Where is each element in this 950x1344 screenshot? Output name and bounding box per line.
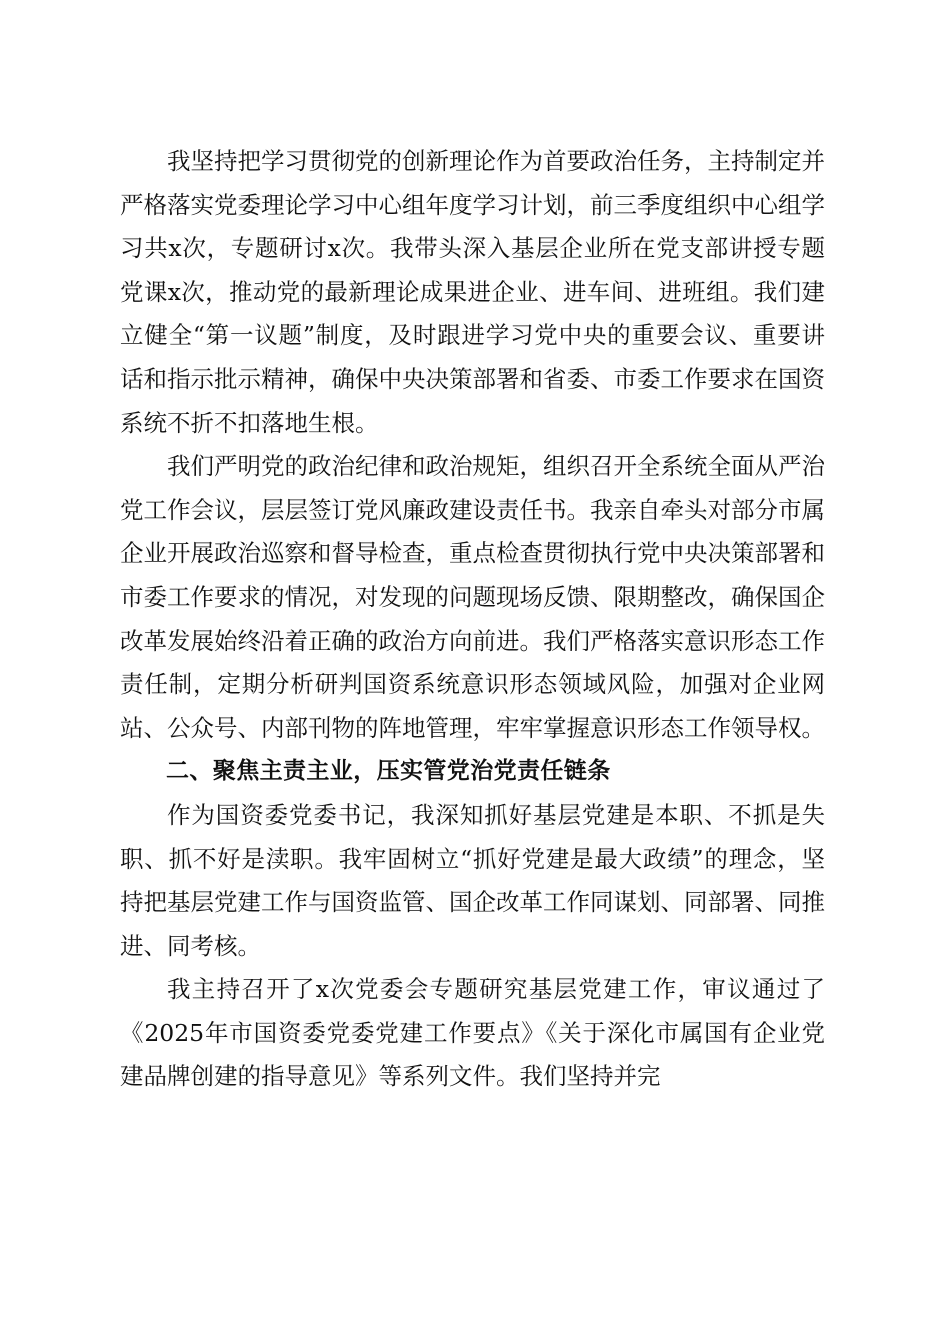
document-body	[120, 140, 825, 1099]
section-heading: 二、聚焦主责主业，压实管党治党责任链条	[166, 758, 611, 785]
paragraph-party-committee-meetings: 我主持召开了x次党委会专题研究基层党建工作，审议通过了《2025年市国资委党委党建工作要点》《关于深化市属国有企业党建品牌创建的指导意见》等系列文件。我们坚持并完	[120, 975, 825, 1091]
paragraph-political-discipline: 我们严明党的政治纪律和政治规矩，组织召开全系统全面从严治党工作会议，层层签订党风廉政建设责任书。我亲自牵头对部分市属企业开展政治巡察和督导检查，重点检查贯彻执行党中央决策部署和市委工作要求的情况，对发现的问题现场反馈、限期整改，确保国企改革发展始终沿着正确的政治方向前进。我们严格落实意识形态工作责任制，定期分析研判国资系统意识形态领域风险，加强对企业网站、公众号、内部刊物的阵地管理，牢牢掌握意识形态工作领导权。	[120, 452, 825, 742]
paragraph-party-building-duty: 作为国资委党委书记，我深知抓好基层党建是本职、不抓是失职、抓不好是渎职。我牢固树立“抓好党建是最大政绩”的理念，坚持把基层党建工作与国资监管、国企改革工作同谋划、同部署、同推进、同考核。	[120, 800, 825, 960]
paragraph-theory-study: 我坚持把学习贯彻党的创新理论作为首要政治任务，主持制定并严格落实党委理论学习中心组年度学习计划，前三季度组织中心组学习共x次，专题研讨x次。我带头深入基层企业所在党支部讲授专题党课x次，推动党的最新理论成果进企业、进车间、进班组。我们建立健全“第一议题”制度，及时跟进学习党中央的重要会议、重要讲话和指示批示精神，确保中央决策部署和省委、市委工作要求在国资系统不折不扣落地生根。	[120, 147, 825, 437]
